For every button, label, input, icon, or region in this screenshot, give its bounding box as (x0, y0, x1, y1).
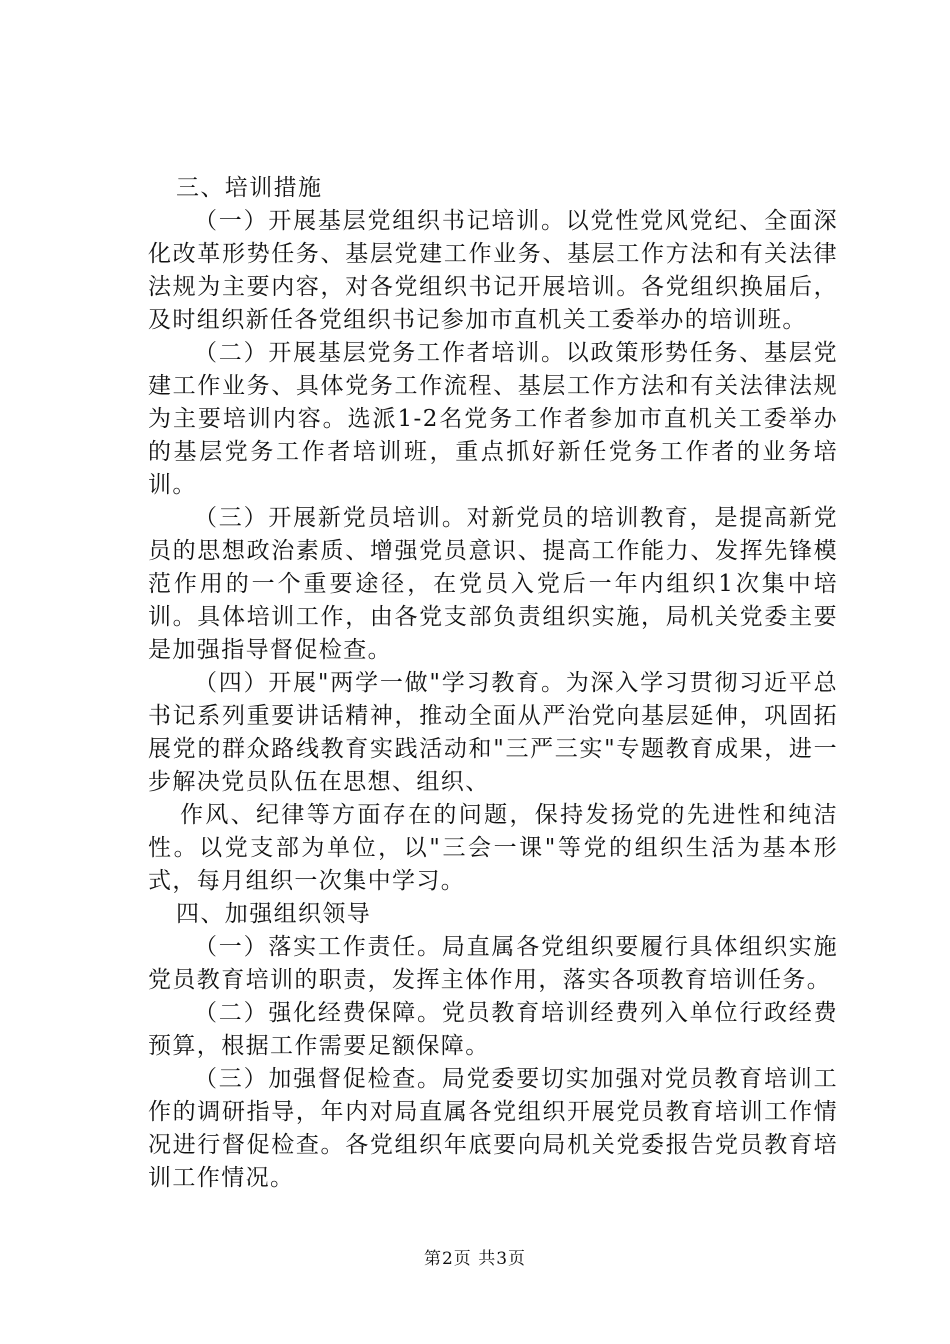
section-heading-training-measures: 三、培训措施 (176, 175, 323, 201)
paragraph-funding-guarantee: （二）强化经费保障。党员教育培训经费列入单位行政经费预算，根据工作需要足额保障。 (148, 1000, 838, 1059)
paragraph-supervision-inspection: （三）加强督促检查。局党委要切实加强对党员教育培训工作的调研指导，年内对局直属各党组织开展党员教育培训工作情况进行督促检查。各党组织年底要向局机关党委报告党员教育培训工作情况。 (148, 1066, 838, 1191)
paragraph-work-responsibility: （一）落实工作责任。局直属各党组织要履行具体组织实施党员教育培训的职责，发挥主体作用，落实各项教育培训任务。 (148, 934, 838, 993)
paragraph-two-studies-education: （四）开展"两学一做"学习教育。为深入学习贯彻习近平总书记系列重要讲话精神，推动全面从严治党向基层延伸，巩固拓展党的群众路线教育实践活动和"三严三实"专题教育成果，进一步解决党员队伍在思想、组织、 (148, 670, 838, 795)
section-heading-organization-leadership: 四、加强组织领导 (176, 901, 372, 927)
document-body (148, 172, 838, 1195)
paragraph-new-member-training: （三）开展新党员培训。对新党员的培训教育，是提高新党员的思想政治素质、增强党员意识、提高工作能力、发挥先锋模范作用的一个重要途径，在党员入党后一年内组织1次集中培训。具体培训工作，由各党支部负责组织实施，局机关党委主要是加强指导督促检查。 (148, 505, 838, 663)
paragraph-two-studies-continued: 作风、纪律等方面存在的问题，保持发扬党的先进性和纯洁性。以党支部为单位，以"三会一课"等党的组织生活为基本形式，每月组织一次集中学习。 (148, 802, 838, 894)
page-number-footer: 第2页 共3页 (423, 1249, 527, 1269)
paragraph-party-worker-training: （二）开展基层党务工作者培训。以政策形势任务、基层党建工作业务、具体党务工作流程、基层工作方法和有关法律法规为主要培训内容。选派1-2名党务工作者参加市直机关工委举办的基层党务工作者培训班，重点抓好新任党务工作者的业务培训。 (148, 340, 838, 498)
paragraph-secretary-training: （一）开展基层党组织书记培训。以党性党风党纪、全面深化改革形势任务、基层党建工作业务、基层工作方法和有关法律法规为主要内容，对各党组织书记开展培训。各党组织换届后，及时组织新任各党组织书记参加市直机关工委举办的培训班。 (148, 208, 838, 333)
